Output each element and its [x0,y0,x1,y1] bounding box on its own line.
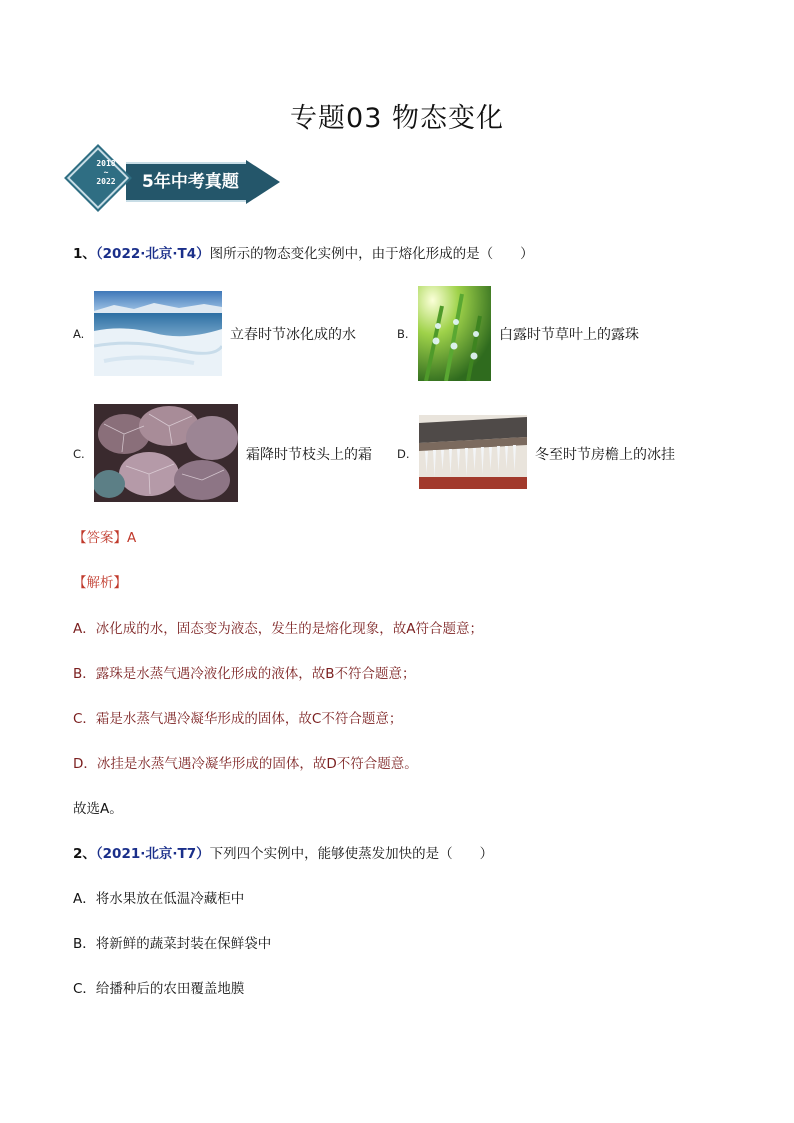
option-b-letter: B. [397,327,409,341]
question-number: 2、 [73,846,96,862]
banner-text: 5年中考真题 [142,172,239,192]
q2-option-a: A．将水果放在低温冷藏柜中 [73,891,245,907]
analysis-line-d: D．冰挂是水蒸气遇冷凝华形成的固体，故D不符合题意。 [73,756,418,772]
question-text: 下列四个实例中，能够使蒸发加快的是（ ） [209,846,494,862]
analysis-line-b: B．露珠是水蒸气遇冷液化形成的液体，故B不符合题意； [73,666,416,682]
option-a-letter: A. [73,327,85,341]
banner-year-start: 2018 [96,159,116,168]
question-source: （2022·北京·T4） [95,246,210,262]
ice-melting-photo [94,291,222,376]
question-text: 图所示的物态变化实例中，由于熔化形成的是（ ） [209,246,534,262]
question-2-stem [73,842,493,862]
q2-option-c: C．给播种后的农田覆盖地膜 [73,981,245,997]
option-d-text: 冬至时节房檐上的冰挂 [535,447,675,463]
option-a-text: 立春时节冰化成的水 [230,327,356,343]
option-c-text: 霜降时节枝头上的霜 [246,447,372,463]
answer-value: A [127,530,137,546]
conclusion: 故选A。 [73,801,123,817]
dew-on-grass-photo [418,286,491,381]
banner-years [78,159,134,186]
frost-on-leaves-photo [94,404,238,502]
option-d-letter: D. [397,447,410,461]
question-number: 1、 [73,246,96,262]
icicles-on-eaves-photo [419,415,527,489]
answer-label: 【答案】 [73,530,127,546]
analysis-line-c: C．霜是水蒸气遇冷凝华形成的固体，故C不符合题意； [73,711,403,727]
option-b-text: 白露时节草叶上的露珠 [499,327,639,343]
banner-year-sep: ~ [103,168,109,177]
question-1-stem [73,242,534,262]
section-banner [70,152,282,210]
banner-arrow-tip [246,160,280,204]
q2-option-b: B．将新鲜的蔬菜封装在保鲜袋中 [73,936,272,952]
analysis-label: 【解析】 [73,575,127,591]
option-c-letter: C. [73,447,85,461]
analysis-line-a: A．冰化成的水，固态变为液态，发生的是熔化现象，故A符合题意； [73,621,483,637]
page-title: 专题03 物态变化 [290,103,504,134]
question-source: （2021·北京·T7） [95,846,210,862]
answer-line [73,526,136,546]
banner-year-end: 2022 [96,177,116,186]
